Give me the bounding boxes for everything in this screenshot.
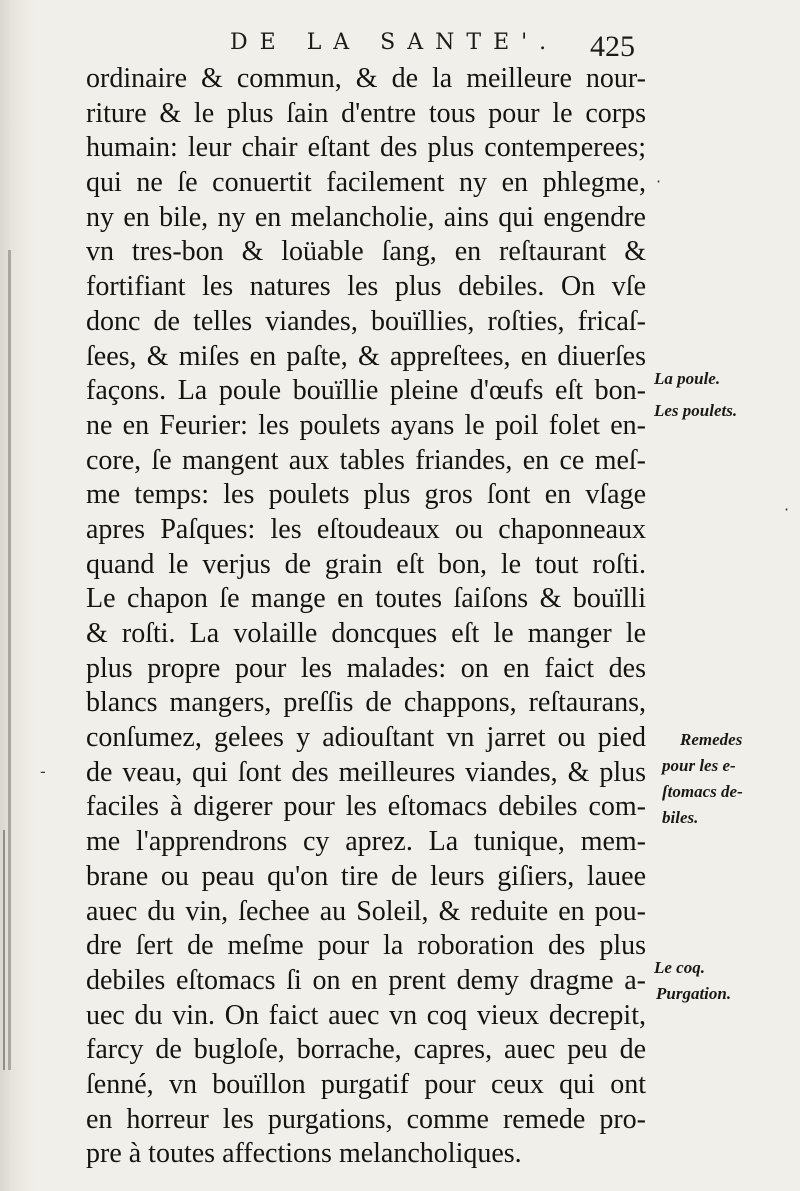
margin-note-le-coq: Le coq. <box>654 958 705 977</box>
text-line: me temps: les poulets plus gros ſont en vſage <box>86 479 646 511</box>
text-line: apres Paſques: les eſtoudeaux ou chaponneaux <box>86 513 646 545</box>
text-line: ſees, & miſes en paſte, & appreſtees, en diuerſes <box>86 340 646 372</box>
text-line: en horreur les purgations, comme remede pro- <box>86 1103 646 1135</box>
text-line: ſenné, vn bouïllon purgatif pour ceux qui ont <box>86 1068 646 1100</box>
text-line: debiles eſtomacs ſi on en prent demy dragme a- <box>86 964 646 996</box>
margin-note-la-poule: La poule. <box>654 369 721 388</box>
margin-note-remedes <box>662 727 743 831</box>
page-gutter <box>0 0 34 1191</box>
text-line: faciles à digerer pour les eſtomacs debiles com- <box>86 791 646 823</box>
stray-mark: - <box>40 762 46 781</box>
text-line: blancs mangers, preſſis de chappons, reſtaurans, <box>86 687 646 719</box>
text-line: plus propre pour les malades: on en faict des <box>86 652 646 684</box>
stray-mark: · <box>784 500 790 519</box>
text-line: uec du vin. On faict auec vn coq vieux decrepit, <box>86 999 646 1031</box>
text-line: quand le verjus de grain eſt bon, le tout roſti. <box>86 548 646 580</box>
text-line: fortifiant les natures les plus debiles. On vſe <box>86 271 646 303</box>
text-line: qui ne ſe conuertit facilement ny en phlegme, <box>86 167 646 199</box>
body-text <box>86 62 646 1172</box>
text-line: & roſti. La volaille doncques eſt le manger le <box>86 618 646 649</box>
text-line: façons. La poule bouïllie pleine d'œufs eſt bon- <box>86 375 646 407</box>
text-line: conſumez, gelees y adiouſtant vn jarret ou pied <box>86 722 646 754</box>
margin-note-line: pour les e- <box>662 756 736 775</box>
running-title: DE LA SANTE'. <box>230 30 559 55</box>
text-line: brane ou peau qu'on tire de leurs giſiers, lauee <box>86 860 646 892</box>
text-line: humain: leur chair eſtant des plus contemperees; <box>86 132 646 164</box>
text-line: me l'apprendrons cy aprez. La tunique, mem- <box>86 826 646 858</box>
text-line: dre ſert de meſme pour la roboration des plus <box>86 930 646 962</box>
text-line: ne en Feurier: les poulets ayans le poil folet en- <box>86 409 646 441</box>
margin-note-line: biles. <box>662 808 699 827</box>
page-number: 425 <box>590 30 635 63</box>
text-line: ordinaire & commun, & de la meilleure nour- <box>86 63 646 94</box>
text-line: core, ſe mangent aux tables friandes, en ce meſ- <box>86 444 646 476</box>
stray-mark: · <box>656 172 662 191</box>
text-line: ny en bile, ny en melancholie, ains qui engendre <box>86 201 646 233</box>
text-line: farcy de bugloſe, borrache, capres, auec peu de <box>86 1034 646 1066</box>
margin-note-purgation: Purgation. <box>656 984 732 1003</box>
margin-note-line: Remedes <box>680 730 743 749</box>
binding-shadow <box>8 250 11 1070</box>
text-line: donc de telles viandes, bouïllies, roſties, fricaſ- <box>86 305 646 337</box>
binding-edge <box>3 830 5 1070</box>
text-line: auec du vin, ſechee au Soleil, & reduite en pou- <box>86 895 646 927</box>
text-line: Le chapon ſe mange en toutes ſaiſons & bouïlli <box>86 583 646 615</box>
text-line: pre à toutes affections melancholiques. <box>86 1138 522 1170</box>
text-line: riture & le plus ſain d'entre tous pour le corps <box>86 97 646 129</box>
text-line: vn tres-bon & loüable ſang, en reſtaurant & <box>86 236 646 268</box>
margin-note-line: ſtomacs de- <box>662 782 743 801</box>
margin-note-les-poulets: Les poulets. <box>654 401 738 420</box>
text-line: de veau, qui ſont des meilleures viandes, & plus <box>86 756 646 788</box>
